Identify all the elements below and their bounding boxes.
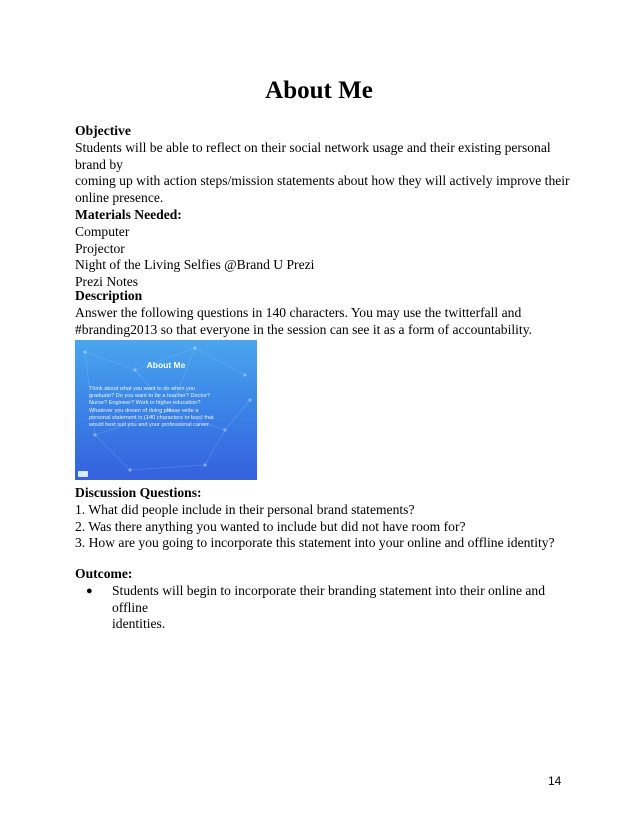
objective-line: Students will be able to reflect on their social network usage and their existing personal brand by bbox=[75, 139, 551, 172]
materials-heading: Materials Needed: bbox=[75, 206, 182, 222]
slide-line: Think about what you want to do when you bbox=[89, 386, 196, 392]
objective-line: coming up with action steps/mission statements about how they will actively improve their bbox=[75, 173, 570, 189]
slide-line: Nurse? Engineer? Work in higher education? bbox=[89, 400, 201, 407]
description-line: Answer the following questions in 140 characters. You may use the twitterfall and bbox=[75, 304, 522, 320]
discussion-heading: Discussion Questions: bbox=[75, 485, 202, 500]
outcome-bullet-item bbox=[86, 583, 575, 633]
objective-heading: Objective bbox=[75, 123, 131, 138]
outcome-section bbox=[75, 566, 575, 633]
outcome-line: identities. bbox=[112, 616, 166, 632]
slide-title: About Me bbox=[146, 360, 186, 370]
materials-item: Prezi Notes bbox=[75, 274, 139, 290]
description-line: #branding2013 so that everyone in the session can see it as a form of accountability. bbox=[75, 321, 533, 337]
page-number: 14 bbox=[548, 774, 562, 788]
materials-item: Projector bbox=[75, 240, 125, 256]
materials-item: Night of the Living Selfies @Brand U Prezi bbox=[75, 257, 315, 273]
objective-section bbox=[75, 123, 575, 291]
discussion-question: 1. What did people include in their personal brand statements? bbox=[75, 501, 415, 517]
about-me-slide-image bbox=[75, 340, 257, 480]
discussion-question: 2. Was there anything you wanted to include but did not have room for? bbox=[75, 518, 466, 534]
bullet-icon: ● bbox=[86, 584, 93, 597]
slide-body bbox=[89, 386, 245, 429]
prezi-logo bbox=[78, 471, 88, 477]
description-heading: Description bbox=[75, 288, 143, 303]
discussion-section bbox=[75, 485, 575, 552]
objective-line: online presence. bbox=[75, 190, 164, 206]
slide-line: would best suit you and your professional career. bbox=[89, 422, 211, 429]
materials-item: Computer bbox=[75, 223, 130, 239]
slide-line: personal statement in (140 characters or less) that bbox=[89, 414, 214, 421]
description-section bbox=[75, 288, 575, 338]
slide-line: graduate? Do you want to be a teacher? Doctor? bbox=[89, 393, 210, 400]
slide-line: Whatever you dream of doing please write a bbox=[89, 407, 199, 414]
outcome-line: Students will begin to incorporate their branding statement into their online and offline bbox=[112, 582, 546, 615]
page-title: About Me bbox=[265, 77, 373, 104]
discussion-question: 3. How are you going to incorporate this statement into your online and offline identity? bbox=[75, 535, 555, 551]
outcome-heading: Outcome: bbox=[75, 566, 133, 581]
